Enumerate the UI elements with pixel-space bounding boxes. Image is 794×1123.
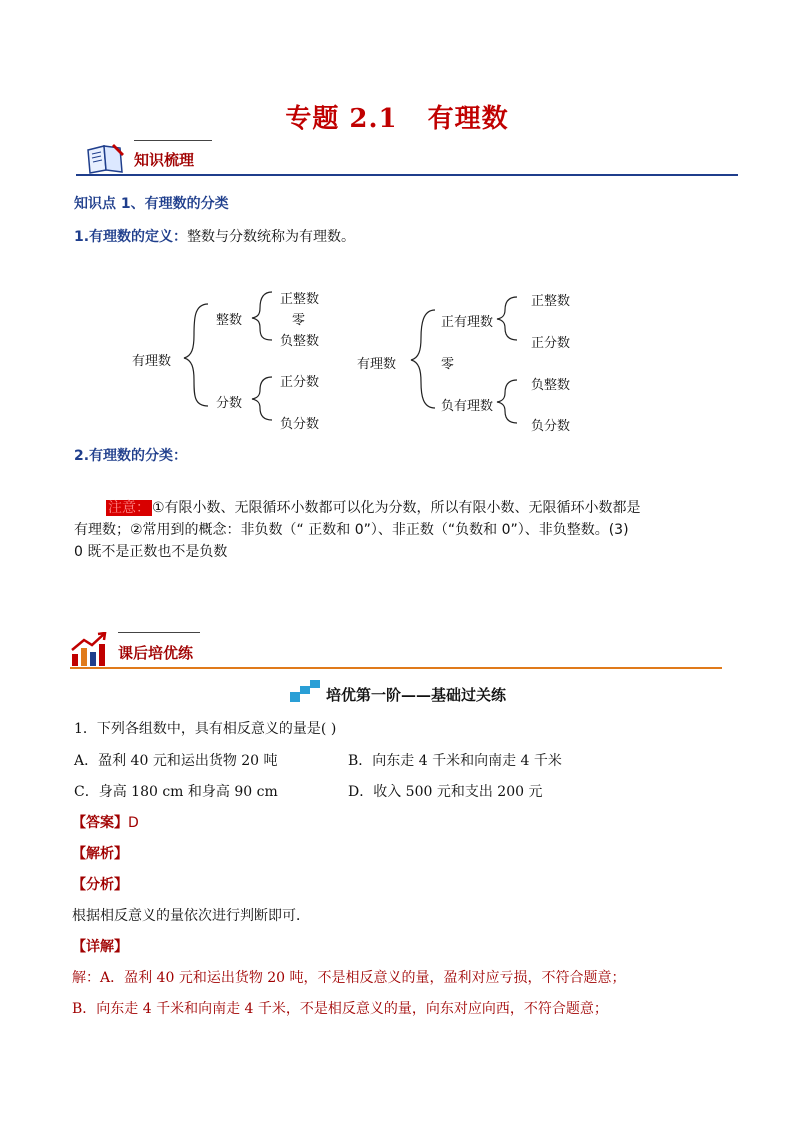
diagram-zero: 零: [441, 357, 455, 372]
note-line-3: 0 既不是正数也不是负数: [74, 544, 228, 560]
definition-line: 1.有理数的定义：整数与分数统称为有理数。: [74, 229, 356, 245]
bar-chart-icon: [70, 632, 110, 668]
classification-diagram-1: [120, 280, 340, 440]
diagram-pos-rational: 正有理数: [441, 315, 494, 330]
option-d: D．收入 500 元和支出 200 元: [348, 784, 543, 800]
option-a: A．盈利 40 元和运出货物 20 吨: [74, 753, 278, 769]
steps-icon: [288, 678, 322, 704]
section-knowledge-header: [76, 136, 738, 180]
answer-value: D: [128, 815, 139, 831]
classification-diagram-2: [345, 280, 595, 440]
diagram-pos-fraction: 正分数: [531, 336, 571, 351]
diagram-pos-fraction: 正分数: [280, 375, 320, 390]
header-top-line: [134, 140, 212, 141]
detail-label: 【详解】: [72, 939, 128, 955]
header-top-line: [118, 632, 200, 633]
header-underline: [76, 174, 738, 176]
answer-line: 【答案】D: [72, 815, 139, 831]
note-line-2: 有理数；②常用到的概念：非负数（“ 正数和 0”）、非正数（“负数和 0”）、非负整数。(3): [74, 522, 629, 538]
diagram-neg-integer: 负整数: [531, 378, 571, 393]
page-title: 专题 2.1 有理数: [285, 104, 509, 134]
diagram-root: 有理数: [357, 357, 397, 372]
option-b: B．向东走 4 千米和向南走 4 千米: [348, 753, 562, 769]
fenxi-label: 【分析】: [72, 877, 128, 893]
header-underline: [70, 667, 722, 669]
note-line-1: 注意： ①有限小数、无限循环小数都可以化为分数，所以有限小数、无限循环小数都是: [108, 500, 641, 516]
diagram-neg-fraction: 负分数: [280, 417, 320, 432]
diagram-zero: 零: [292, 313, 306, 328]
diagram-neg-rational: 负有理数: [441, 399, 494, 414]
book-icon: [84, 142, 128, 176]
section-practice-header: [70, 628, 722, 672]
classification-label: 2.有理数的分类：: [74, 448, 188, 464]
diagram-fraction: 分数: [216, 396, 243, 411]
section-label: 课后培优练: [118, 644, 194, 662]
note-tag: 注意：: [108, 500, 150, 516]
diagram-neg-fraction: 负分数: [531, 419, 571, 434]
note-block: [74, 497, 734, 563]
detail-line-2: B．向东走 4 千米和向南走 4 千米，不是相反意义的量，向东对应向西，不符合题意；: [72, 1001, 608, 1017]
section-label: 知识梳理: [134, 151, 195, 169]
detail-line-1: 解：A．盈利 40 元和运出货物 20 吨，不是相反意义的量，盈利对应亏损，不符合题意；: [72, 970, 626, 986]
diagram-pos-integer: 正整数: [280, 292, 320, 307]
subheading: 培优第一阶——基础过关练: [0, 678, 794, 705]
knowledge-point-title: 知识点 1、有理数的分类: [74, 196, 229, 212]
question-stem: 1．下列各组数中，具有相反意义的量是( ): [74, 721, 337, 737]
diagram-neg-integer: 负整数: [280, 334, 320, 349]
option-c: C．身高 180 cm 和身高 90 cm: [74, 784, 278, 800]
diagram-integer: 整数: [216, 313, 243, 328]
diagram-root: 有理数: [132, 354, 172, 369]
fenxi-text: 根据相反意义的量依次进行判断即可．: [72, 908, 310, 924]
analysis-label: 【解析】: [72, 846, 128, 862]
diagram-pos-integer: 正整数: [531, 294, 571, 309]
